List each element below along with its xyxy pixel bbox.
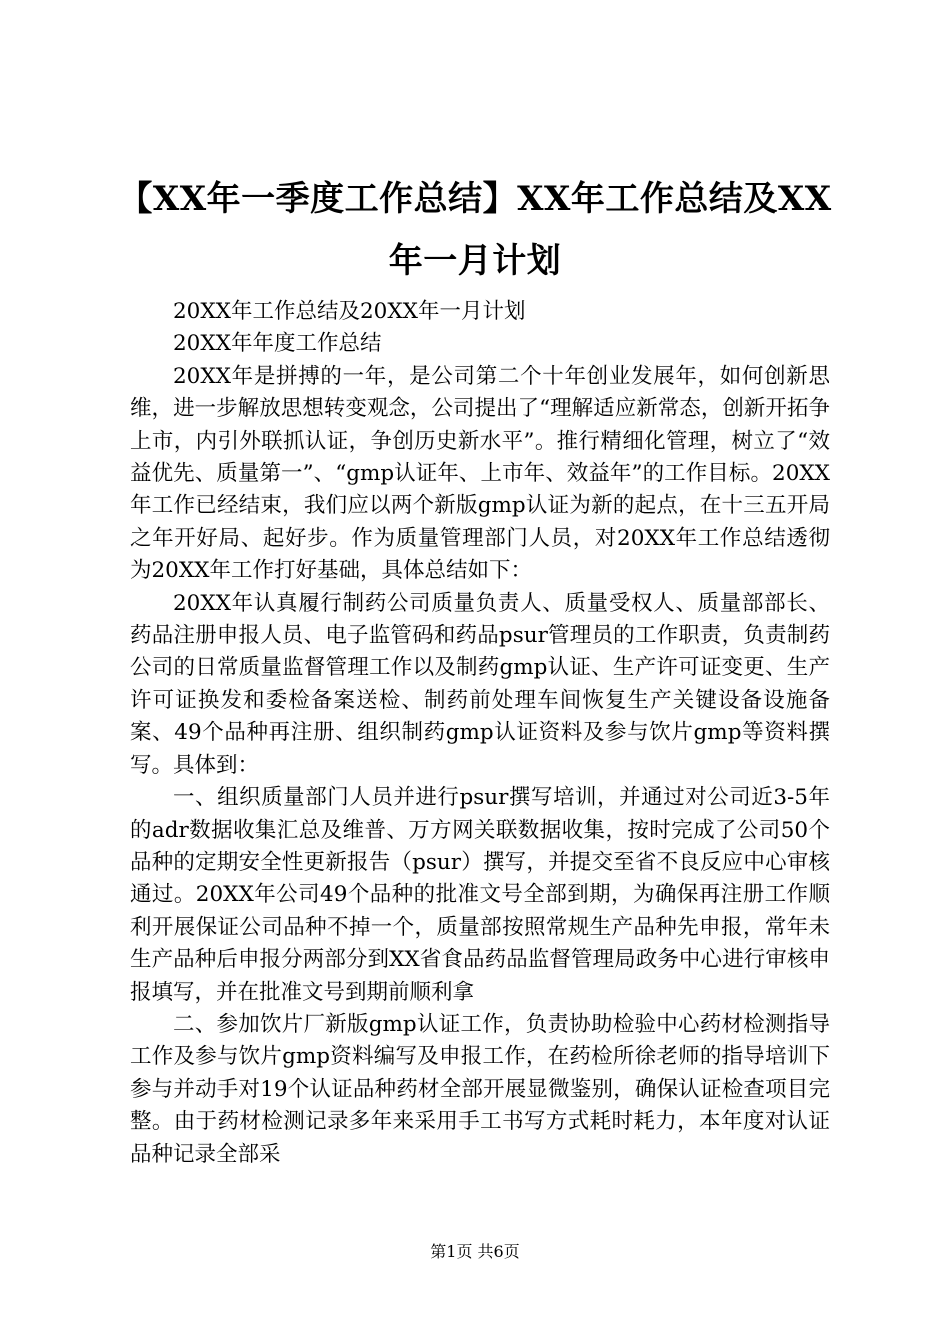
paragraph-item-one: 一、组织质量部门人员并进行psur撰写培训，并通过对公司近3-5年的adr数据收集汇总及维普、万方网关联数据收集，按时完成了公司50个品种的定期安全性更新报告（psur）撰写，并提交至省不良反应中心审核通过。20XX年公司49个品种的批准文号全部到期，为确保再注册工作顺利开展保证公司品种不掉一个，质量部按照常规生产品种先申报，常年未生产品种后申报分两部分到XX省食品药品监督管理局政务中心进行审核申报填写，并在批准文号到期前顺利拿: [130, 785, 830, 1005]
paragraph-heading-plan: 20XX年工作总结及20XX年一月计划: [173, 299, 526, 324]
document-body: [130, 296, 830, 1171]
document-title: 【XX年一季度工作总结】XX年工作总结及XX年一月计划: [118, 179, 832, 281]
page-number: 第1页 共6页: [430, 1242, 520, 1261]
paragraph-item-two: 二、参加饮片厂新版gmp认证工作，负责协助检验中心药材检测指导工作及参与饮片gmp资料编写及申报工作，在药检所徐老师的指导培训下参与并动手对19个认证品种药材全部开展显微鉴别，确保认证检查项目完整。由于药材检测记录多年来采用手工书写方式耗时耗力，本年度对认证品种记录全部采: [130, 1011, 830, 1167]
paragraph-heading-annual: 20XX年年度工作总结: [173, 331, 382, 357]
paragraph-duties: 20XX年认真履行制药公司质量负责人、质量受权人、质量部部长、药品注册申报人员、电子监管码和药品psur管理员的工作职责，负责制药公司的日常质量监督管理工作以及制药gmp认证、生产许可证变更、生产许可证换发和委检备案送检、制药前处理车间恢复生产关键设备设施备案、49个品种再注册、组织制药gmp认证资料及参与饮片gmp等资料撰写。具体到：: [130, 590, 830, 778]
paragraph-intro: 20XX年是拼搏的一年，是公司第二个十年创业发展年，如何创新思维，进一步解放思想转变观念，公司提出了“理解适应新常态，创新开拓争上市，内引外联抓认证，争创历史新水平”。推行精细化管理，树立了“效益优先、质量第一”、“gmp认证年、上市年、效益年”的工作目标。20XX年工作已经结束，我们应以两个新版gmp认证为新的起点，在十三五开局之年开好局、起好步。作为质量管理部门人员，对20XX年工作总结透彻为20XX年工作打好基础，具体总结如下：: [130, 363, 830, 584]
